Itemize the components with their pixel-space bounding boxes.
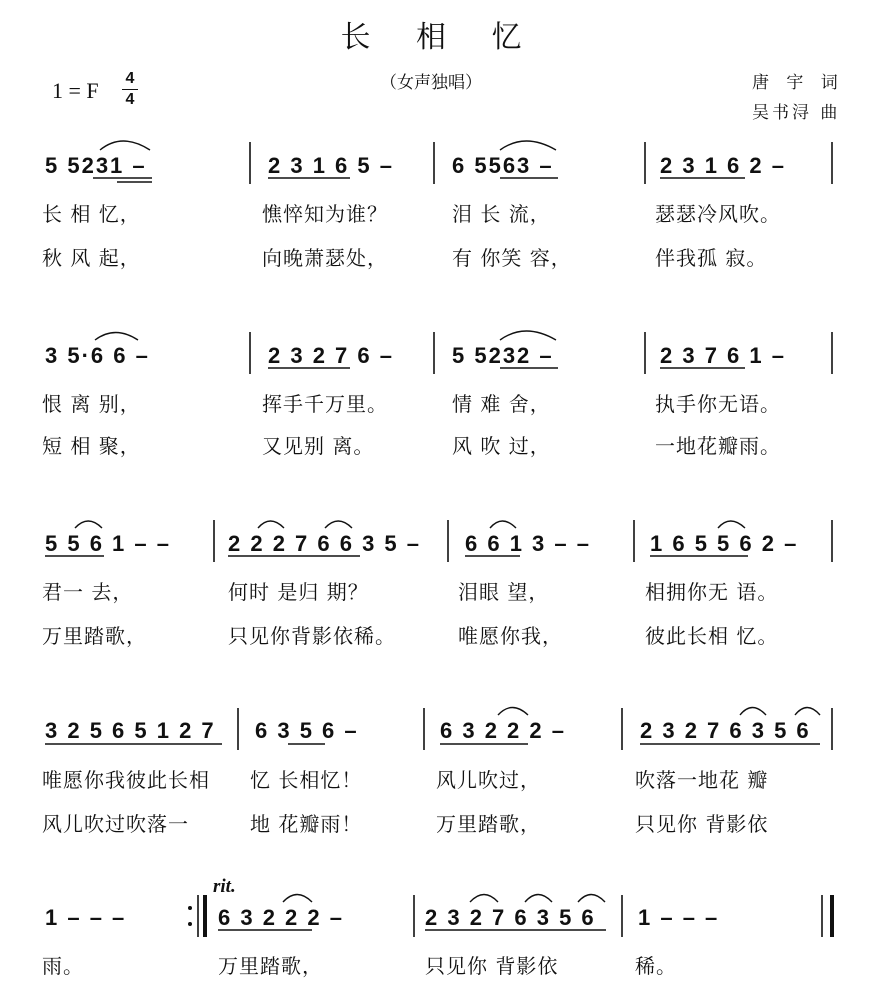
slur [500, 141, 556, 150]
measure-notes: 1 – – – [638, 905, 720, 930]
performance-type: （女声独唱） [380, 73, 482, 93]
slur [578, 895, 605, 903]
lyric-verse-1: 相拥你无 语。 [645, 580, 779, 604]
measure-notes: 6 3 2 2 2 – [440, 718, 566, 743]
slur [470, 895, 498, 903]
measure-notes: 3 5·6 6 – [45, 343, 150, 368]
measure-notes: 2 3 1 6 2 – [660, 153, 786, 178]
lyric-verse-1: 憔悴知为谁？ [262, 202, 388, 226]
lyric-verse-2: 风儿吹过吹落一 [42, 812, 189, 836]
lyric-verse-2: 只见你 背影依 [635, 812, 769, 836]
measure-notes: 6 5563 – [452, 153, 554, 178]
measure-notes: 5 5232 – [452, 343, 554, 368]
lyric-verse-2: 地 花瓣雨！ [250, 812, 363, 836]
measure-notes: 5 5231 – [45, 153, 147, 178]
measure-notes: 6 3 2 2 2 – [218, 905, 344, 930]
slur [490, 521, 516, 528]
lyric-verse-2: 又见别 离。 [262, 434, 375, 458]
lyric-verse-1: 唯愿你我彼此长相 [42, 768, 210, 792]
ritardando-mark: rit. [213, 876, 236, 897]
lyric-verse-2: 伴我孤 寂。 [655, 246, 768, 270]
lyric-verse-2: 向晚萧瑟处， [262, 246, 388, 270]
slur [283, 895, 312, 903]
lyric-verse-1: 万里踏歌， [218, 954, 323, 978]
lyric-verse-1: 执手你无语。 [655, 392, 781, 416]
measure-notes: 2 3 1 6 5 – [268, 153, 394, 178]
lyric-verse-2: 万里踏歌， [436, 812, 541, 836]
measure-notes: 2 3 7 6 1 – [660, 343, 786, 368]
time-signature-bottom: 4 [125, 91, 135, 108]
lyric-verse-2: 一地花瓣雨。 [655, 434, 781, 458]
lyric-verse-1: 君一 去， [42, 580, 134, 604]
measure-notes: 2 3 2 7 6 – [268, 343, 394, 368]
slur [498, 708, 528, 716]
lyric-verse-1: 挥手千万里。 [262, 392, 388, 416]
lyric-verse-2: 有 你笑 容， [452, 246, 572, 270]
lyric-verse-1: 泪 长 流， [452, 202, 551, 226]
slur [500, 331, 556, 340]
lyric-verse-1: 长 相 忆， [42, 202, 141, 226]
slur [75, 521, 102, 528]
lyric-verse-2: 万里踏歌， [42, 624, 147, 648]
slur [258, 521, 284, 528]
repeat-dot [188, 922, 192, 926]
measure-notes: 1 – – – [45, 905, 127, 930]
lyric-verse-2: 唯愿你我， [458, 624, 563, 648]
lyric-verse-1: 恨 离 别， [42, 392, 141, 416]
lyric-verse-1: 情 难 舍， [452, 392, 551, 416]
lyric-verse-1: 雨。 [42, 954, 84, 978]
slur [325, 521, 352, 528]
composer-credit: 吴书浔 曲 [752, 103, 841, 123]
measure-notes: 5 5 6 1 – – [45, 531, 171, 556]
slur [525, 895, 552, 903]
slur [740, 708, 766, 716]
measure-notes: 1 6 5 5 6 2 – [650, 531, 799, 556]
lyric-verse-1: 何时 是归 期？ [228, 580, 369, 604]
lyric-verse-1: 忆 长相忆！ [250, 768, 363, 792]
lyric-verse-1: 瑟瑟冷风吹。 [655, 202, 781, 226]
lyric-verse-2: 只见你背影依稀。 [228, 624, 396, 648]
measure-notes: 2 2 2 7 6 6 3 5 – [228, 531, 422, 556]
slur [100, 141, 150, 150]
lyric-verse-1: 稀。 [635, 954, 677, 978]
measure-notes: 2 3 2 7 6 3 5 6 [425, 905, 596, 930]
time-signature-top: 4 [125, 70, 135, 87]
slur [795, 708, 820, 716]
slur [95, 333, 138, 341]
lyric-verse-2: 短 相 聚， [42, 434, 141, 458]
measure-notes: 6 3 5 6 – [255, 718, 359, 743]
key-signature: 1 = F [52, 78, 99, 103]
lyric-verse-1: 泪眼 望， [458, 580, 550, 604]
lyric-verse-1: 只见你 背影依 [425, 954, 559, 978]
lyricist-credit: 唐 宇 词 [752, 73, 844, 93]
measure-notes: 3 2 5 6 5 1 2 7 [45, 718, 216, 743]
lyric-verse-1: 吹落一地花 瓣 [635, 768, 769, 792]
measure-notes: 2 3 2 7 6 3 5 6 [640, 718, 811, 743]
slur [718, 521, 745, 528]
repeat-dot [188, 906, 192, 910]
lyric-verse-2: 秋 风 起， [42, 246, 141, 270]
measure-notes: 6 6 1 3 – – [465, 531, 591, 556]
song-title: 长 相 忆 [340, 20, 540, 55]
lyric-verse-2: 彼此长相 忆。 [645, 624, 779, 648]
lyric-verse-2: 风 吹 过， [452, 434, 551, 458]
lyric-verse-1: 风儿吹过， [436, 768, 541, 792]
